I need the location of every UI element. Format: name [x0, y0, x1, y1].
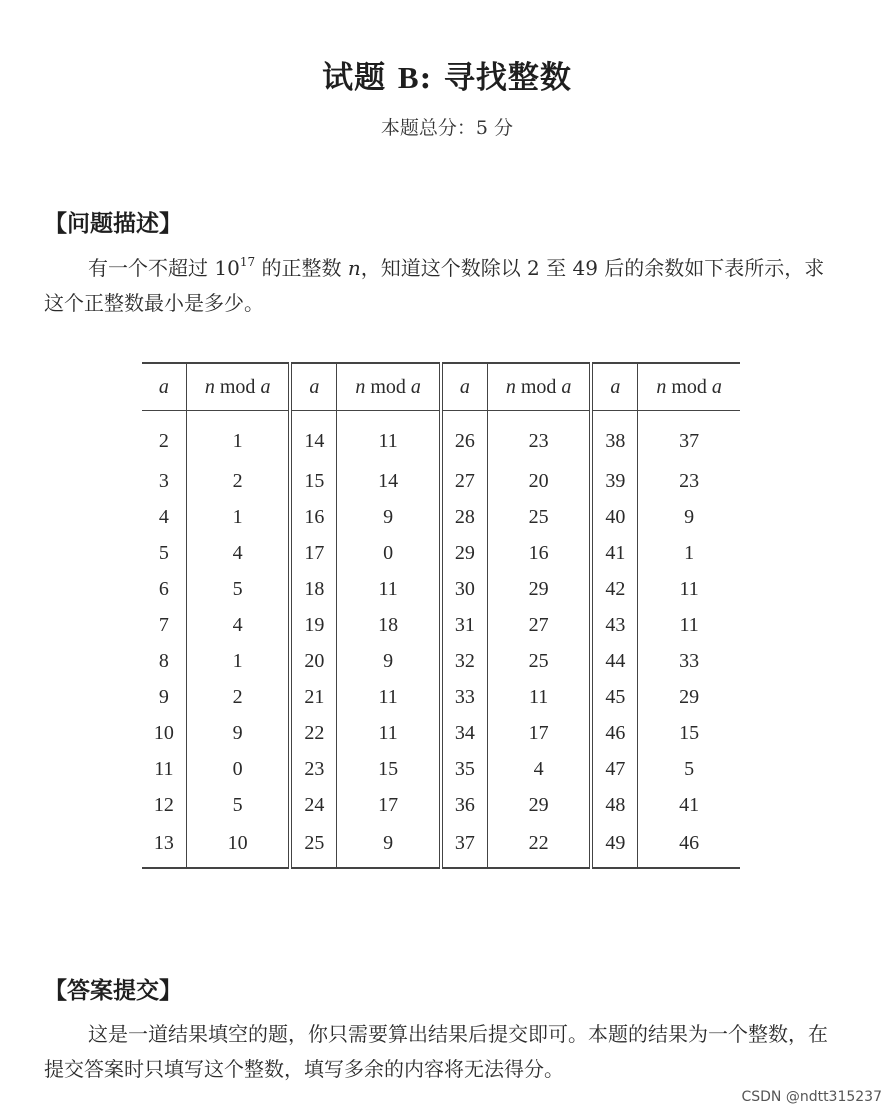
- header-a-label: a: [610, 375, 621, 398]
- cell-remainder: 46: [679, 831, 700, 854]
- cell-divisor: 19: [290, 607, 336, 643]
- table-body: [142, 411, 740, 869]
- problem-text-3: ，知道这个数除以 2 至 49 后的余数如下表所示，求这个正整数最小是多少。: [44, 256, 825, 315]
- cell-remainder: 5: [186, 571, 290, 607]
- table-row: [142, 571, 740, 607]
- header-a2-label: a: [260, 375, 271, 398]
- cell-divisor: 29: [441, 535, 487, 571]
- header-a: [290, 363, 336, 411]
- cell-remainder: 41: [679, 793, 700, 816]
- header-mod-label: mod: [515, 375, 562, 398]
- cell-remainder: 9: [337, 499, 441, 535]
- cell-remainder: 4: [487, 751, 591, 787]
- cell-divisor: 13: [142, 823, 186, 868]
- cell-remainder: 11: [337, 679, 441, 715]
- header-n-mod-a: [487, 363, 591, 411]
- header-a-label: a: [459, 375, 470, 398]
- cell-divisor: 3: [142, 463, 186, 499]
- header-n-label: n: [505, 375, 516, 398]
- cell-remainder: 29: [487, 787, 591, 823]
- cell-remainder: 25: [487, 499, 591, 535]
- title-prefix: 试题: [322, 60, 398, 96]
- problem-exponent: 17: [239, 255, 256, 269]
- header-a: [142, 363, 186, 411]
- table-row: [142, 715, 740, 751]
- cell-remainder: 4: [186, 607, 290, 643]
- table-row: [142, 751, 740, 787]
- cell-divisor: 9: [142, 679, 186, 715]
- cell-divisor: 6: [142, 571, 186, 607]
- cell-divisor: 22: [290, 715, 336, 751]
- header-mod-label: mod: [365, 375, 411, 398]
- watermark: CSDN @ndtt315237: [741, 1089, 882, 1105]
- title-suffix: : 寻找整数: [419, 60, 572, 96]
- cell-remainder: 23: [487, 411, 591, 464]
- header-a2-label: a: [410, 375, 421, 398]
- cell-remainder: 37: [679, 429, 700, 452]
- cell-remainder: 11: [337, 715, 441, 751]
- cell-divisor: 30: [441, 571, 487, 607]
- cell-divisor: 23: [290, 751, 336, 787]
- score-line: 本题总分：5 分: [380, 117, 514, 139]
- page-title: [0, 52, 894, 97]
- table-row: [142, 823, 740, 868]
- cell-divisor: 26: [441, 411, 487, 464]
- cell-remainder: 29: [679, 685, 700, 708]
- cell-divisor: 49: [591, 823, 637, 868]
- header-a2-label: a: [561, 375, 572, 398]
- cell-remainder: 27: [487, 607, 591, 643]
- cell-remainder: 9: [337, 643, 441, 679]
- cell-divisor: 7: [142, 607, 186, 643]
- header-a: [441, 363, 487, 411]
- problem-text-1: 有一个不超过 10: [88, 256, 240, 280]
- cell-divisor: 11: [142, 751, 186, 787]
- header-n-label: n: [204, 375, 215, 398]
- cell-remainder: 9: [186, 715, 290, 751]
- answer-text: 这是一道结果填空的题，你只需要算出结果后提交即可。本题的结果为一个整数，在提交答案时只填写这个整数，填写多余的内容将无法得分。: [44, 1022, 828, 1081]
- header-a2-label: a: [711, 375, 722, 398]
- cell-divisor: 16: [290, 499, 336, 535]
- cell-divisor: 21: [290, 679, 336, 715]
- remainder-table: [142, 362, 740, 869]
- cell-remainder: 14: [337, 463, 441, 499]
- cell-remainder: 17: [337, 787, 441, 823]
- header-n-mod-a: [638, 363, 740, 411]
- cell-remainder: 1: [186, 499, 290, 535]
- answer-heading: 【答案提交】: [44, 978, 182, 1004]
- cell-divisor: 44: [591, 643, 637, 679]
- header-a-label: a: [158, 375, 169, 398]
- cell-divisor: 18: [290, 571, 336, 607]
- cell-remainder: 22: [487, 823, 591, 868]
- cell-divisor: 34: [441, 715, 487, 751]
- problem-heading: 【问题描述】: [44, 211, 182, 237]
- cell-remainder: 1: [186, 643, 290, 679]
- cell-remainder: 23: [679, 469, 700, 492]
- cell-remainder: 11: [337, 411, 441, 464]
- cell-remainder: 29: [487, 571, 591, 607]
- cell-remainder: 15: [679, 721, 700, 744]
- cell-divisor: 48: [591, 787, 637, 823]
- header-n-label: n: [656, 375, 667, 398]
- title-letter: B: [397, 60, 420, 95]
- answer-description: [44, 1017, 844, 1087]
- cell-remainder: 11: [679, 577, 699, 600]
- cell-remainder: 16: [487, 535, 591, 571]
- cell-divisor: 37: [441, 823, 487, 868]
- cell-remainder: 33: [679, 649, 700, 672]
- cell-remainder: 11: [337, 571, 441, 607]
- table-row: [142, 607, 740, 643]
- table-row: [142, 463, 740, 499]
- cell-remainder: 0: [337, 535, 441, 571]
- header-n-label: n: [355, 375, 366, 398]
- cell-divisor: 8: [142, 643, 186, 679]
- cell-remainder: 0: [186, 751, 290, 787]
- cell-remainder: 2: [186, 679, 290, 715]
- table-header-row: [142, 363, 740, 411]
- cell-remainder: 11: [679, 613, 699, 636]
- cell-remainder: 5: [684, 757, 695, 780]
- cell-divisor: 32: [441, 643, 487, 679]
- cell-divisor: 24: [290, 787, 336, 823]
- cell-divisor: 27: [441, 463, 487, 499]
- cell-divisor: 46: [591, 715, 637, 751]
- cell-remainder: 10: [186, 823, 290, 868]
- cell-divisor: 43: [591, 607, 637, 643]
- cell-divisor: 33: [441, 679, 487, 715]
- header-mod-label: mod: [666, 375, 712, 398]
- cell-divisor: 14: [290, 411, 336, 464]
- cell-divisor: 42: [591, 571, 637, 607]
- cell-divisor: 12: [142, 787, 186, 823]
- cell-remainder: 15: [337, 751, 441, 787]
- cell-divisor: 39: [591, 463, 637, 499]
- problem-description: [44, 251, 844, 321]
- cell-divisor: 47: [591, 751, 637, 787]
- cell-divisor: 31: [441, 607, 487, 643]
- problem-variable: n: [347, 256, 361, 280]
- table-row: [142, 411, 740, 464]
- cell-remainder: 20: [487, 463, 591, 499]
- cell-divisor: 25: [290, 823, 336, 868]
- table-row: [142, 535, 740, 571]
- cell-divisor: 4: [142, 499, 186, 535]
- table-row: [142, 643, 740, 679]
- cell-remainder: 2: [186, 463, 290, 499]
- cell-remainder: 9: [684, 505, 695, 528]
- header-mod-label: mod: [214, 375, 261, 398]
- cell-remainder: 4: [186, 535, 290, 571]
- cell-remainder: 1: [684, 541, 695, 564]
- cell-divisor: 15: [290, 463, 336, 499]
- cell-divisor: 17: [290, 535, 336, 571]
- cell-remainder: 1: [186, 411, 290, 464]
- cell-divisor: 2: [142, 411, 186, 464]
- cell-divisor: 45: [591, 679, 637, 715]
- cell-remainder: 9: [337, 823, 441, 868]
- cell-remainder: 25: [487, 643, 591, 679]
- cell-divisor: 41: [591, 535, 637, 571]
- cell-divisor: 5: [142, 535, 186, 571]
- table-row: [142, 787, 740, 823]
- cell-divisor: 20: [290, 643, 336, 679]
- cell-remainder: 11: [487, 679, 591, 715]
- cell-divisor: 35: [441, 751, 487, 787]
- cell-remainder: 17: [487, 715, 591, 751]
- cell-divisor: 38: [591, 411, 637, 464]
- header-a-label: a: [309, 375, 320, 398]
- cell-remainder: 18: [337, 607, 441, 643]
- header-n-mod-a: [186, 363, 290, 411]
- header-a: [591, 363, 637, 411]
- cell-remainder: 5: [186, 787, 290, 823]
- cell-divisor: 10: [142, 715, 186, 751]
- table-row: [142, 499, 740, 535]
- header-n-mod-a: [337, 363, 441, 411]
- cell-divisor: 36: [441, 787, 487, 823]
- table-row: [142, 679, 740, 715]
- cell-divisor: 28: [441, 499, 487, 535]
- cell-divisor: 40: [591, 499, 637, 535]
- problem-text-2: 的正整数: [255, 256, 348, 280]
